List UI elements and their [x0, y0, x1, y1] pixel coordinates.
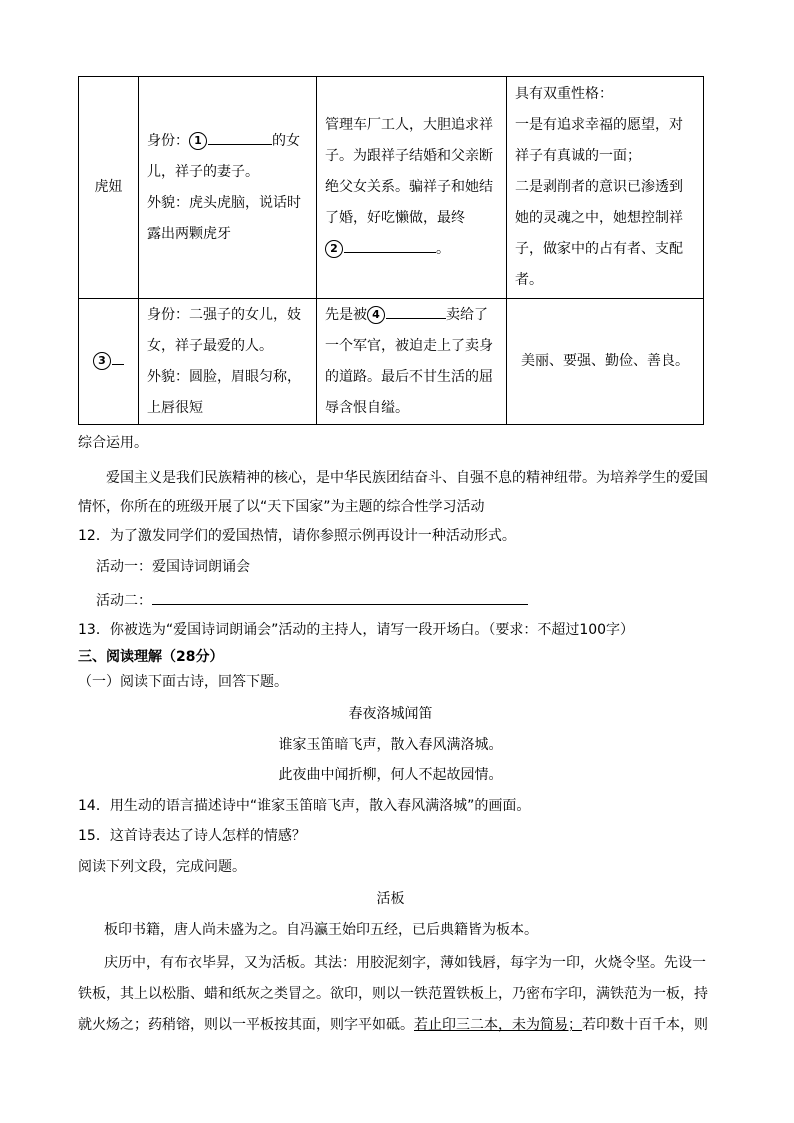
traits-text: 美丽、要强、勤俭、善良。: [521, 353, 689, 369]
looks-text: 外貌：圆脸，眉眼匀称，上唇很短: [147, 368, 301, 416]
traits-point-1: 一是有追求幸福的愿望，对祥子有真诚的一面；: [515, 117, 683, 164]
answer-blank[interactable]: [386, 304, 446, 319]
activity-1: 活动一：爱国诗词朗诵会: [96, 559, 250, 575]
section-3-heading: 三、阅读理解（28分）: [78, 649, 224, 665]
blank-number-badge: 4: [367, 306, 385, 324]
essay-paragraph-2-line-1: 庆历中，有布衣毕昇，又为活板。其法：用胶泥刻字，薄如钱唇，每字为一印，火烧令坚。先设一: [104, 955, 706, 971]
poem-line-1: 谁家玉笛暗飞声，散入春风满洛城。: [278, 737, 503, 753]
answer-blank[interactable]: [152, 590, 528, 605]
answer-blank[interactable]: [208, 130, 272, 145]
character-name-cell: [79, 299, 139, 425]
looks-text: 外貌：虎头虎脑，说话时露出两颗虎牙: [147, 194, 301, 242]
section-intro: 综合运用。: [78, 435, 148, 451]
blank-number-badge: 1: [189, 132, 207, 150]
question-15: 15．这首诗表达了诗人怎样的情感？: [78, 828, 306, 844]
traits-cell: [507, 77, 704, 299]
character-name-cell: [79, 77, 139, 299]
blank-number-badge: 2: [325, 240, 343, 258]
experience-text: 管理车厂工人，大胆追求祥子。为跟祥子结婚和父亲断绝父女关系。骗祥子和她结了婚，好吃懒做，最终 2 。: [325, 117, 493, 257]
poem-line-2: 此夜曲中闻折柳，何人不起故园情。: [278, 767, 503, 783]
sub-section-1: （一）阅读下面古诗，回答下题。: [78, 674, 288, 690]
identity-text: 身份：二强子的女儿，妓女，祥子最爱的人。: [147, 306, 301, 354]
identity-text: 身份： 1 的女儿，祥子的妻子。: [147, 126, 308, 188]
traits-point-2: 二是剥削者的意识已渗透到她的灵魂之中，她想控制祥子，做家中的占有者、支配者。: [515, 179, 683, 288]
patriotism-paragraph: 爱国主义是我们民族精神的核心，是中华民族团结奋斗、自强不息的精神纽带。为培养学生的爱国情怀，你所在的班级开展了以“天下国家”为主题的综合性学习活动: [78, 470, 708, 515]
essay-paragraph-2-line-2: 铁板，其上以松脂、蜡和纸灰之类冒之。欲印，则以一铁范置铁板上，乃密布字印，满铁范为一板，持: [78, 986, 708, 1002]
question-13: 13．你被选为“爱国诗词朗诵会”活动的主持人，请写一段开场白。（要求：不超过100字）: [78, 622, 635, 638]
character-name: 虎妞: [94, 179, 123, 195]
essay-paragraph-1: 板印书籍，唐人尚未盛为之。自冯瀛王始印五经，已后典籍皆为板本。: [104, 922, 538, 938]
question-12: 12．为了激发同学们的爱国热情，请你参照示例再设计一种活动形式。: [78, 528, 516, 544]
traits-heading: 具有双重性格：: [515, 86, 613, 102]
essay-title: 活板: [376, 891, 405, 907]
blank-number-badge: 3: [93, 352, 111, 370]
activity-2: 活动二：: [96, 590, 528, 611]
experience-cell: [317, 299, 507, 425]
reading-instruction: 阅读下列文段，完成问题。: [78, 859, 246, 875]
essay-paragraph-2-line-3: 就火炀之；药稍镕，则以一平板按其面，则字平如砥。若止印三二本，未为简易；若印数十百千本，则: [78, 1017, 708, 1033]
table-row: [79, 299, 704, 425]
answer-blank[interactable]: [112, 350, 124, 365]
experience-cell: [317, 77, 507, 299]
experience-text: 先是被 4 卖给了一个军官，被迫走上了卖身的道路。最后不甘生活的屈辱含恨自缢。: [325, 300, 498, 424]
poem-title: 春夜洛城闻笛: [348, 706, 433, 722]
character-table: [78, 76, 704, 425]
identity-cell: [139, 77, 317, 299]
table-row: [79, 77, 704, 299]
traits-cell: [507, 299, 704, 425]
answer-blank[interactable]: [344, 238, 436, 253]
underlined-sentence: 若止印三二本，未为简易；: [414, 1017, 582, 1033]
question-14: 14．用生动的语言描述诗中“谁家玉笛暗飞声，散入春风满洛城”的画面。: [78, 798, 531, 814]
identity-cell: [139, 299, 317, 425]
